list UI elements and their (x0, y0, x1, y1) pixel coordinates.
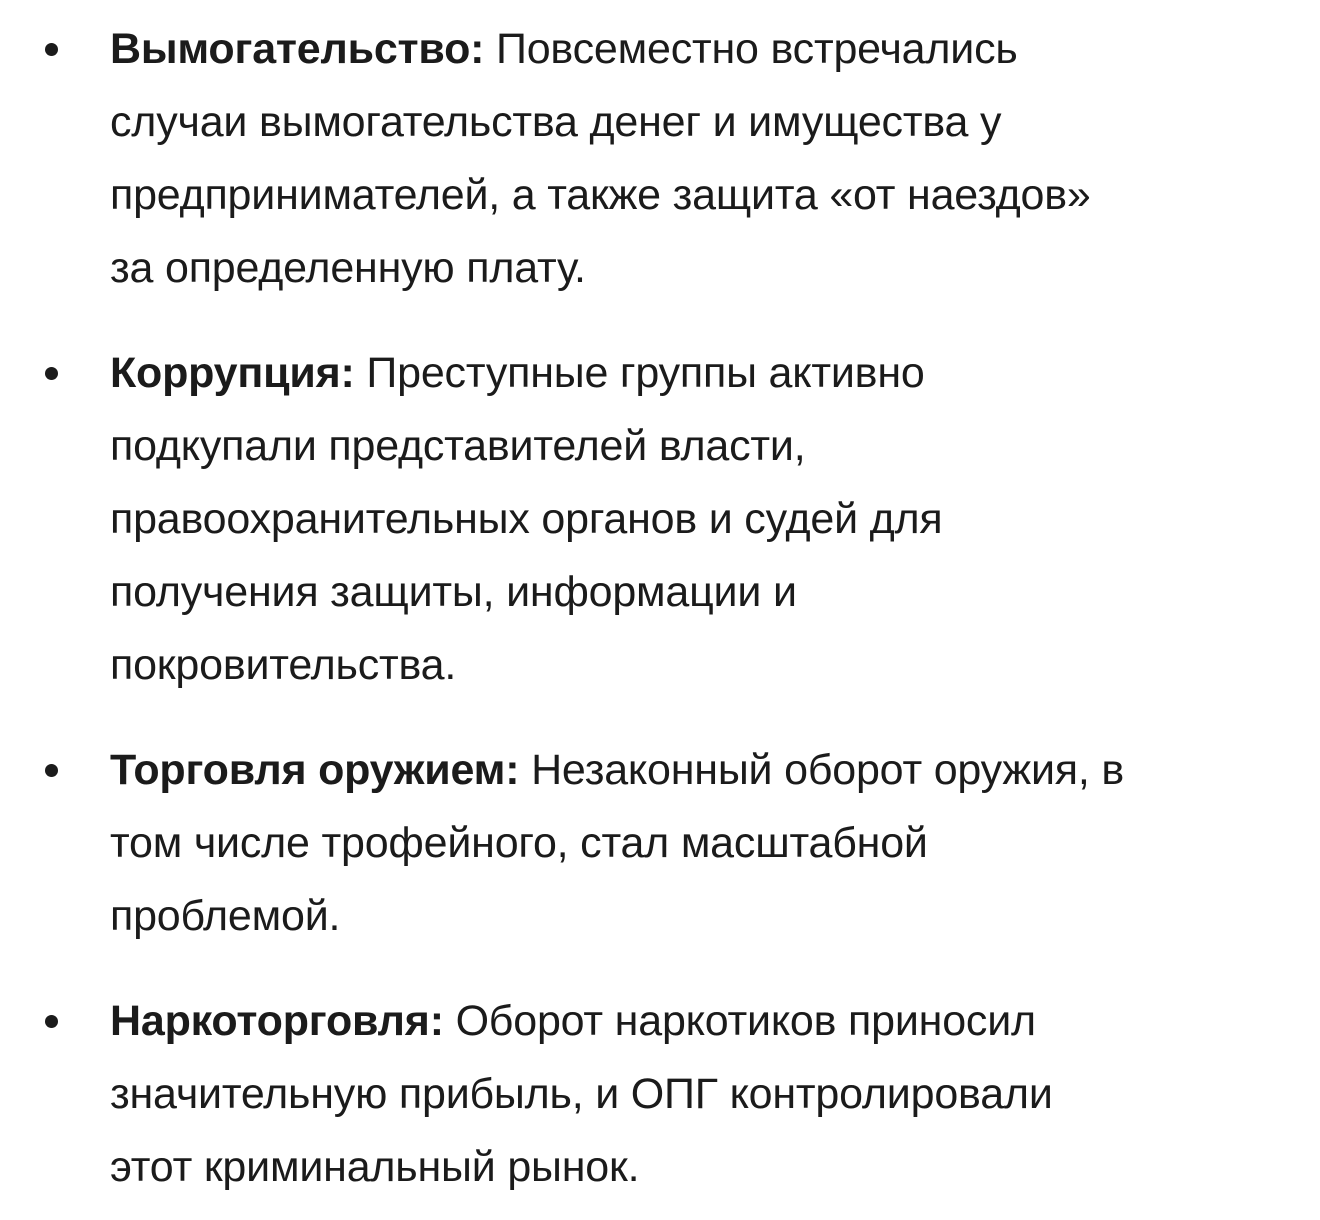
item-text-line: том числе трофейного, стал масштабной (110, 819, 928, 867)
bullet-icon (45, 367, 58, 380)
item-text-line: за определенную плату. (110, 244, 586, 292)
bullet-icon (45, 43, 58, 56)
item-term: Наркоторговля: (110, 997, 444, 1045)
item-text-line: Повсеместно встречались (496, 25, 1018, 73)
list-item-corruption (110, 337, 1300, 702)
item-text-line: Оборот наркотиков приносил (455, 997, 1036, 1045)
item-text-line: покровительства. (110, 641, 457, 689)
item-text-line: случаи вымогательства денег и имущества у (110, 98, 1002, 146)
item-term: Торговля оружием: (110, 746, 520, 794)
item-text-line: Незаконный оборот оружия, в (531, 746, 1125, 794)
list-item-arms-trade (110, 734, 1300, 953)
item-term: Вымогательство: (110, 25, 485, 73)
list-item-drug-trade (110, 985, 1300, 1204)
item-text-line: подкупали представителей власти, (110, 422, 806, 470)
list-item-extortion (110, 13, 1300, 305)
item-term: Коррупция: (110, 349, 355, 397)
item-text-line: проблемой. (110, 892, 341, 940)
bullet-icon (45, 764, 58, 777)
item-text-line: значительную прибыль, и ОПГ контролировали (110, 1070, 1053, 1118)
item-text-line: правоохранительных органов и судей для (110, 495, 943, 543)
item-text-line: этот криминальный рынок. (110, 1143, 640, 1191)
item-text-line: Преступные группы активно (366, 349, 925, 397)
item-text-line: получения защиты, информации и (110, 568, 797, 616)
bullet-icon (45, 1015, 58, 1028)
item-text-line: предпринимателей, а также защита «от наездов» (110, 171, 1091, 219)
